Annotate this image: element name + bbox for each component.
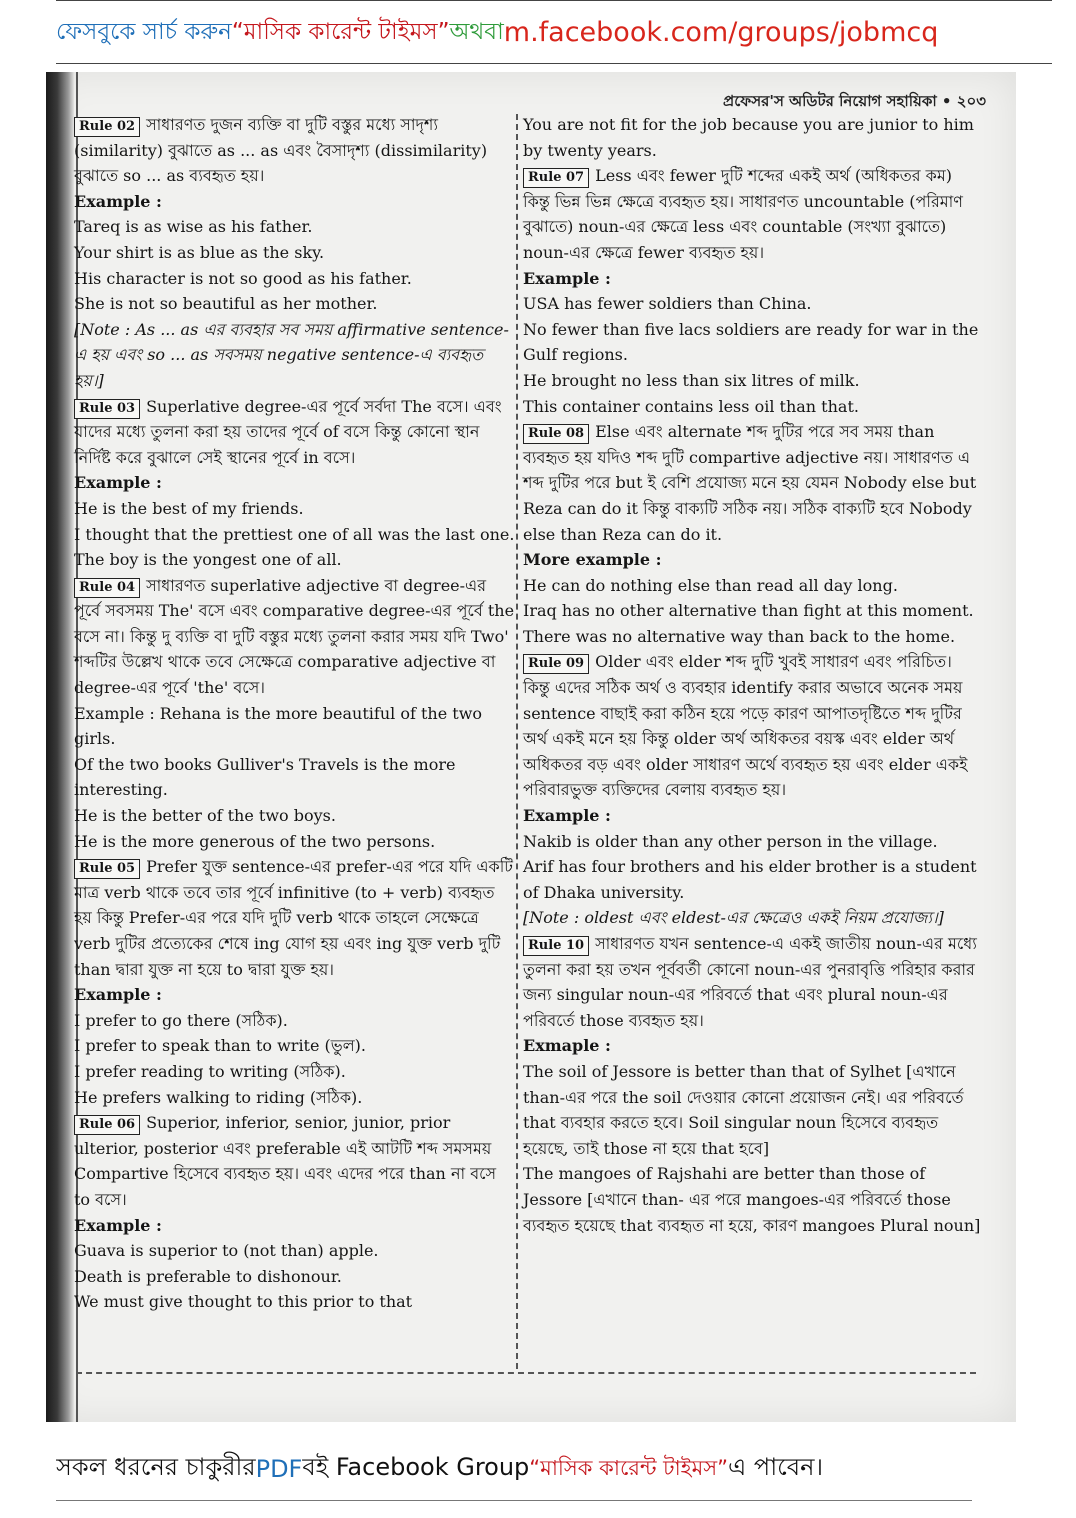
example-sentence [74, 214, 516, 240]
example-heading-text: More example : [523, 550, 662, 570]
example-sentence [74, 1264, 516, 1290]
example-sentence-text: I thought that the prettiest one of all was the last one. [74, 524, 515, 544]
example-heading-text: Example : [74, 985, 162, 1005]
note-paragraph [523, 905, 981, 931]
bottom-banner-text-1: সকল ধরনের চাকুরীর [56, 1453, 256, 1481]
banner-group-url[interactable]: m.facebook.com/groups/jobmcq [503, 16, 939, 48]
rule-label: Rule 03 [74, 399, 140, 419]
example-sentence-text: No fewer than five lacs soldiers are ready for war in the Gulf regions. [523, 319, 979, 365]
example-sentence [523, 829, 981, 855]
rule-text: সাধারণত superlative adjective বা degree-এর পূর্বে সবসময় The' বসে এবং comparative degree-এর পূর্বে the বসে না। কিন্তু দু ব্যক্তি বা দুটি বস্তুর মধ্যে তুলনা করার সময় যদি Two' শব্দটির উল্লেখ থাকে তবে সেক্ষেত্রে comparative adjective বা degree-এর পূর্বে 'the' বসে। [74, 575, 515, 698]
example-sentence [74, 1033, 516, 1059]
example-heading-text: Example : [523, 268, 611, 288]
rule-paragraph [523, 649, 981, 803]
example-sentence [523, 368, 981, 394]
right-column [523, 112, 981, 1238]
example-heading-text: Exmaple : [523, 1036, 611, 1056]
example-sentence [74, 291, 516, 317]
example-sentence-text: Guava is superior to (not than) apple. [74, 1241, 379, 1261]
rule-text: Superlative degree-এর পূর্বে সর্বদা The বসে। এবং যাদের মধ্যে তুলনা করা হয় তাদের পূর্বে of বসে কিন্তু কোনো স্থান নির্দিষ্ট করে বুঝালে সেই স্থানের পূর্বে in বসে। [74, 396, 502, 467]
rule-text: Superior, inferior, senior, junior, prior ulterior, posterior এবং preferable এই আটটি শব্দ সমসময় Compartive হিসেবে ব্যবহৃত হয়। এবং এদের পরে than না বসে to বসে। [74, 1113, 497, 1209]
rule-label: Rule 09 [523, 654, 589, 674]
top-banner [56, 0, 1052, 64]
example-heading [523, 1033, 981, 1059]
example-sentence-text: Arif has four brothers and his elder brother is a student of Dhaka university. [523, 857, 977, 902]
example-heading-text: Example : [74, 191, 162, 211]
example-sentence [74, 701, 516, 752]
example-sentence-text: USA has fewer soldiers than China. [523, 294, 812, 314]
rule-paragraph [74, 1110, 516, 1212]
example-heading [74, 189, 516, 215]
example-sentence [523, 624, 981, 650]
scanned-page [46, 72, 1016, 1422]
example-sentence-text: We must give thought to this prior to that [74, 1292, 413, 1312]
book-spine [46, 72, 74, 1422]
bottom-rule [76, 1372, 976, 1374]
example-sentence [74, 829, 516, 855]
example-sentence-text: Example : Rehana is the more beautiful of the two girls. [74, 703, 483, 749]
rule-paragraph [74, 854, 516, 982]
example-sentence [74, 803, 516, 829]
example-heading [74, 1213, 516, 1239]
rule-text: সাধারণত দুজন ব্যক্তি বা দুটি বস্তুর মধ্যে সাদৃশ্য (similarity) বুঝাতে as ... as এবং বৈসাদৃশ্য (dissimilarity) বুঝাতে so ... as ব্যবহৃত হয়। [74, 115, 488, 186]
example-sentence [74, 752, 516, 803]
example-sentence [523, 1059, 981, 1161]
example-sentence [74, 1008, 516, 1034]
example-sentence-text: You are not fit for the job because you are junior to him by twenty years. [523, 115, 974, 160]
rule-label: Rule 10 [523, 936, 589, 956]
rule-text: Older এবং elder শব্দ দুটি খুবই সাধারণ এবং পরিচিত। কিন্তু এদের সঠিক অর্থ ও ব্যবহার identify করার অভাবে অনেক সময় sentence বাছাই করা কঠিন হয়ে পড়ে কারণ আপাতদৃষ্টিতে শব্দ দুটির অর্থ একই মনে হয় কিন্তু older অর্থ অধিকতর বয়স্ক এবং elder অর্থ অধিকতর বড় এবং older সাধারণ অর্থে ব্যবহৃত হয় এবং elder একই পরিবারভুক্ত ব্যক্তিদের বেলায় ব্যবহৃত হয়। [523, 652, 968, 800]
note-paragraph [74, 317, 516, 394]
rule-label: Rule 06 [74, 1115, 140, 1135]
rule-text: Less এবং fewer দুটি শব্দের একই অর্থ (অধিকতর কম) কিন্তু ভিন্ন ভিন্ন ক্ষেত্রে ব্যবহৃত হয়। সাধারণত uncountable (পরিমাণ বুঝাতে) noun-এর ক্ষেত্রে less এবং countable (সংখ্যা বুঝাতে) noun-এর ক্ষেত্রে fewer ব্যবহৃত হয়। [523, 166, 963, 262]
bottom-banner [56, 1438, 972, 1501]
example-sentence [523, 854, 981, 905]
rule-label: Rule 05 [74, 859, 140, 879]
rule-paragraph [523, 931, 981, 1033]
example-sentence-text: I prefer to speak than to write (ভুল). [74, 1036, 366, 1056]
example-sentence [74, 240, 516, 266]
example-sentence [74, 1085, 516, 1111]
rule-label: Rule 04 [74, 578, 140, 598]
example-heading-text: Example : [74, 1215, 162, 1235]
example-heading [523, 547, 981, 573]
example-sentence [523, 317, 981, 368]
banner-or-text: অথবা [449, 18, 504, 45]
example-sentence-text: He is the more generous of the two persons. [74, 831, 436, 851]
example-sentence-text: This container contains less oil than that. [523, 396, 859, 416]
example-sentence-text: Of the two books Gulliver's Travels is the more interesting. [74, 754, 456, 800]
rule-text: সাধারণত যখন sentence-এ একই জাতীয় noun-এর মধ্যে তুলনা করা হয় তখন পূর্ববর্তী কোনো noun-এর পুনরাবৃত্তি পরিহার করার জন্য singular noun-এর পরিবর্তে that এবং plural noun-এর পরিবর্তে those ব্যবহৃত হয়। [523, 934, 977, 1030]
example-sentence-text: He prefers walking to riding (সঠিক). [74, 1087, 363, 1107]
example-sentence-text: Tareq is as wise as his father. [74, 217, 313, 237]
example-sentence [74, 522, 516, 548]
example-heading [523, 266, 981, 292]
example-sentence-text: Nakib is older than any other person in the village. [523, 831, 938, 851]
banner-group-name: “মাসিক কারেন্ট টাইমস” [231, 18, 450, 45]
rule-paragraph [74, 573, 516, 701]
example-sentence-text: He is the better of the two boys. [74, 806, 336, 826]
column-divider [516, 114, 518, 1369]
rule-label: Rule 02 [74, 117, 140, 137]
example-sentence-text: His character is not so good as his father. [74, 268, 412, 288]
rule-paragraph [74, 112, 516, 189]
example-sentence [74, 266, 516, 292]
example-sentence-text: Iraq has no other alternative than fight at this moment. [523, 601, 974, 621]
example-sentence-text: There was no alternative way than back to the home. [523, 626, 956, 646]
rule-text: Prefer যুক্ত sentence-এর prefer-এর পরে যদি একটি মাত্র verb থাকে তবে তার পূর্বে infinitive (to + verb) ব্যবহৃত হয় কিন্তু Prefer-এর পরে যদি দুটি verb থাকে তাহলে সেক্ষেত্রে verb দুটির প্রত্যেকের শেষে ing যোগ হয় এবং ing যুক্ত verb দুটি than দ্বারা যুক্ত না হয়ে to দ্বারা যুক্ত হয়। [74, 857, 514, 979]
bottom-banner-text-2: বই Facebook Group [302, 1453, 530, 1481]
example-sentence [74, 1289, 516, 1315]
running-head: প্রফেসর'স অডিটর নিয়োগ সহায়িকা • ২০৩ [723, 92, 986, 110]
rule-paragraph [523, 419, 981, 547]
example-sentence-text: Death is preferable to dishonour. [74, 1266, 342, 1286]
rule-paragraph [523, 163, 981, 265]
rule-text: Else এবং alternate শব্দ দুটির পরে সব সময় than ব্যবহৃত হয় যদিও শব্দ দুটি compartive adjective নয়। সাধারণত এ শব্দ দুটির পরে but ই বেশি প্রযোজ্য মনে হয় যেমন Nobody else but Reza can do it কিন্তু বাক্যটি সঠিক নয়। সঠিক বাক্যটি হবে Nobody else than Reza can do it. [523, 422, 977, 544]
example-sentence-text: The soil of Jessore is better than that of Sylhet [এখানে than-এর পরে the soil দেওয়ার কোনো প্রয়োজন নেই। এর পরিবর্তে that ব্যবহার করতে হবে। Soil singular noun হিসেবে ব্যবহৃত হয়েছে, তাই those না হয়ে that হবে] [523, 1061, 964, 1158]
bottom-banner-pdf: PDF [255, 1455, 303, 1483]
example-heading-text: Example : [523, 806, 611, 826]
note-text: [Note : As ... as এর ব্যবহার সব সময় affirmative sentence-এ হয় এবং so ... as সবসময় negative sentence-এ ব্যবহৃত হয়।] [74, 319, 509, 390]
example-sentence-text: I prefer reading to writing (সঠিক). [74, 1061, 346, 1081]
example-sentence-text: Your shirt is as blue as the sky. [74, 242, 325, 262]
example-sentence-text: She is not so beautiful as her mother. [74, 294, 378, 314]
example-sentence [523, 598, 981, 624]
rule-label: Rule 07 [523, 168, 589, 188]
example-sentence [523, 573, 981, 599]
left-column [74, 112, 516, 1315]
bottom-banner-group-name: “মাসিক কারেন্ট টাইমস” [529, 1455, 729, 1480]
banner-search-text: ফেসবুকে সার্চ করুন [56, 18, 232, 45]
example-sentence-text: He can do nothing else than read all day long. [523, 575, 898, 595]
example-heading [74, 982, 516, 1008]
example-sentence-text: He brought no less than six litres of milk. [523, 370, 860, 390]
example-sentence [523, 291, 981, 317]
bottom-banner-text-3: এ পাবেন। [728, 1453, 824, 1481]
example-sentence [74, 496, 516, 522]
example-sentence-text: The boy is the yongest one of all. [74, 550, 342, 570]
example-sentence [74, 1238, 516, 1264]
example-sentence [523, 1161, 981, 1238]
example-sentence-text: The mangoes of Rajshahi are better than those of Jessore [এখানে than- এর পরে mangoes-এর পরিবর্তে those ব্যবহৃত হয়েছে that ব্যবহৃত না হয়ে, কারণ mangoes Plural noun] [523, 1164, 981, 1235]
rule-label: Rule 08 [523, 424, 589, 444]
example-heading [523, 803, 981, 829]
rule-paragraph [74, 394, 516, 471]
example-sentence [523, 394, 981, 420]
example-sentence-text: I prefer to go there (সঠিক). [74, 1010, 288, 1030]
example-sentence-text: He is the best of my friends. [74, 498, 304, 518]
note-text: [Note : oldest এবং eldest-এর ক্ষেত্রেও একই নিয়ম প্রযোজ্য।] [523, 908, 944, 928]
example-sentence [74, 547, 516, 573]
example-heading [74, 470, 516, 496]
example-sentence [74, 1059, 516, 1085]
example-sentence [523, 112, 981, 163]
example-heading-text: Example : [74, 473, 162, 493]
